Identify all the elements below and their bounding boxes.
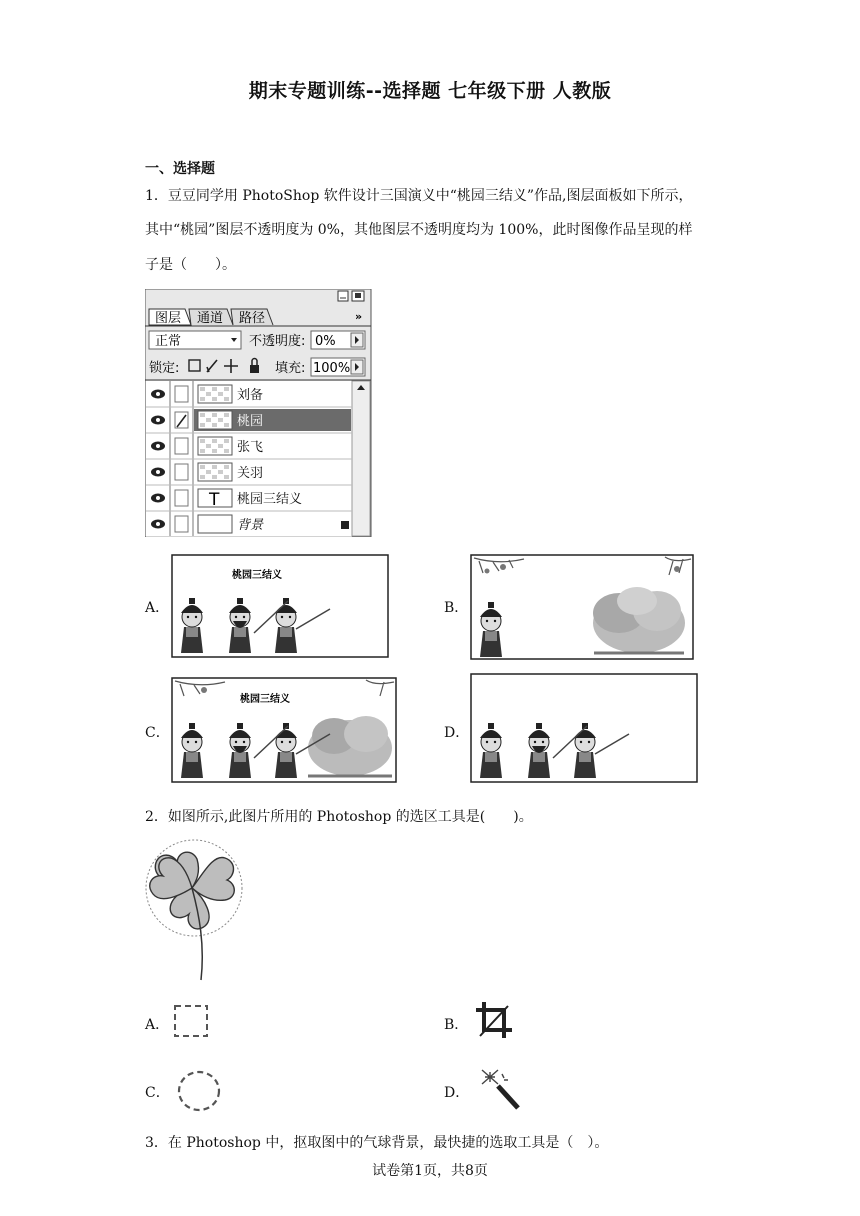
- layer-thumbnail: [198, 515, 232, 533]
- clover-selection-image: [143, 834, 247, 982]
- q1-option-c-image[interactable]: [170, 676, 398, 784]
- fill-label: 填充:: [275, 361, 306, 376]
- tab-layers: 图层: [155, 311, 182, 326]
- q2-option-d-label[interactable]: D．: [444, 1085, 470, 1101]
- eye-icon[interactable]: [151, 494, 165, 503]
- q1-option-a-image[interactable]: [170, 553, 390, 659]
- lock-icon: [341, 521, 349, 529]
- q3-text-line1: 3．在 Photoshop 中，抠取图中的气球背景，最快捷的选取工具是（ ）。: [145, 1135, 609, 1151]
- page-title: 期末专题训练--选择题 七年级下册 人教版: [248, 80, 612, 102]
- layer-name: 背景: [237, 518, 264, 533]
- q1-c-banner-text: 桃园三结义: [240, 694, 290, 705]
- q1-option-d-image[interactable]: [469, 672, 699, 784]
- lock-icon: [250, 365, 259, 373]
- peach-tree-illustration: [308, 716, 392, 776]
- rect-marquee-icon[interactable]: [170, 1002, 212, 1040]
- q1-option-a-label[interactable]: A．: [145, 600, 170, 616]
- eye-icon[interactable]: [151, 416, 165, 425]
- q2-text-line1: 2．如图所示,此图片所用的 Photoshop 的选区工具是( )。: [145, 809, 533, 825]
- peach-tree-illustration: [593, 587, 685, 653]
- opacity-label: 不透明度:: [249, 334, 306, 349]
- opacity-value: 0%: [315, 334, 336, 349]
- q1-text-line1: 1．豆豆同学用 PhotoShop 软件设计三国演义中“桃园三结义”作品,图层面板如下所示，: [145, 188, 693, 204]
- text-layer-icon: T: [209, 490, 220, 510]
- blend-mode-value: 正常: [155, 334, 182, 349]
- layer-name: 关羽: [237, 466, 264, 481]
- q1-option-d-label[interactable]: D．: [444, 725, 470, 741]
- eye-icon[interactable]: [151, 520, 165, 529]
- q1-a-banner-text: 桃园三结义: [232, 570, 282, 581]
- page-footer: 试卷第1页，共8页: [372, 1163, 488, 1179]
- eye-icon[interactable]: [151, 390, 165, 399]
- tab-channels: 通道: [197, 311, 224, 326]
- crop-icon[interactable]: [474, 1000, 516, 1042]
- layer-name: 桃园三结义: [237, 492, 303, 507]
- ellipse-marquee-icon[interactable]: [175, 1068, 223, 1114]
- section-heading: 一、选择题: [145, 161, 215, 177]
- q2-option-a-label[interactable]: A．: [145, 1017, 170, 1033]
- tab-paths: 路径: [239, 311, 266, 326]
- q1-option-c-label[interactable]: C．: [145, 725, 170, 741]
- fill-value: 100%: [313, 361, 351, 376]
- layer-name: 张飞: [237, 440, 264, 455]
- layer-name: 桃园: [237, 414, 264, 429]
- layers-panel: [145, 289, 373, 537]
- lock-label: 锁定:: [149, 361, 180, 376]
- layer-name: 刘备: [237, 388, 264, 403]
- q2-option-b-label[interactable]: B．: [444, 1017, 469, 1033]
- q1-text-line2: 其中“桃园”图层不透明度为 0%，其他图层不透明度均为 100%，此时图像作品呈现的样: [145, 222, 693, 238]
- q1-option-b-label[interactable]: B．: [444, 600, 469, 616]
- eye-icon[interactable]: [151, 468, 165, 477]
- magic-wand-icon[interactable]: [478, 1068, 524, 1112]
- q2-option-c-label[interactable]: C．: [145, 1085, 170, 1101]
- q1-text-line3: 子是（ ）。: [145, 257, 236, 273]
- panel-menu-icon: »: [355, 310, 363, 323]
- eye-icon[interactable]: [151, 442, 165, 451]
- q1-option-b-image[interactable]: [469, 553, 697, 663]
